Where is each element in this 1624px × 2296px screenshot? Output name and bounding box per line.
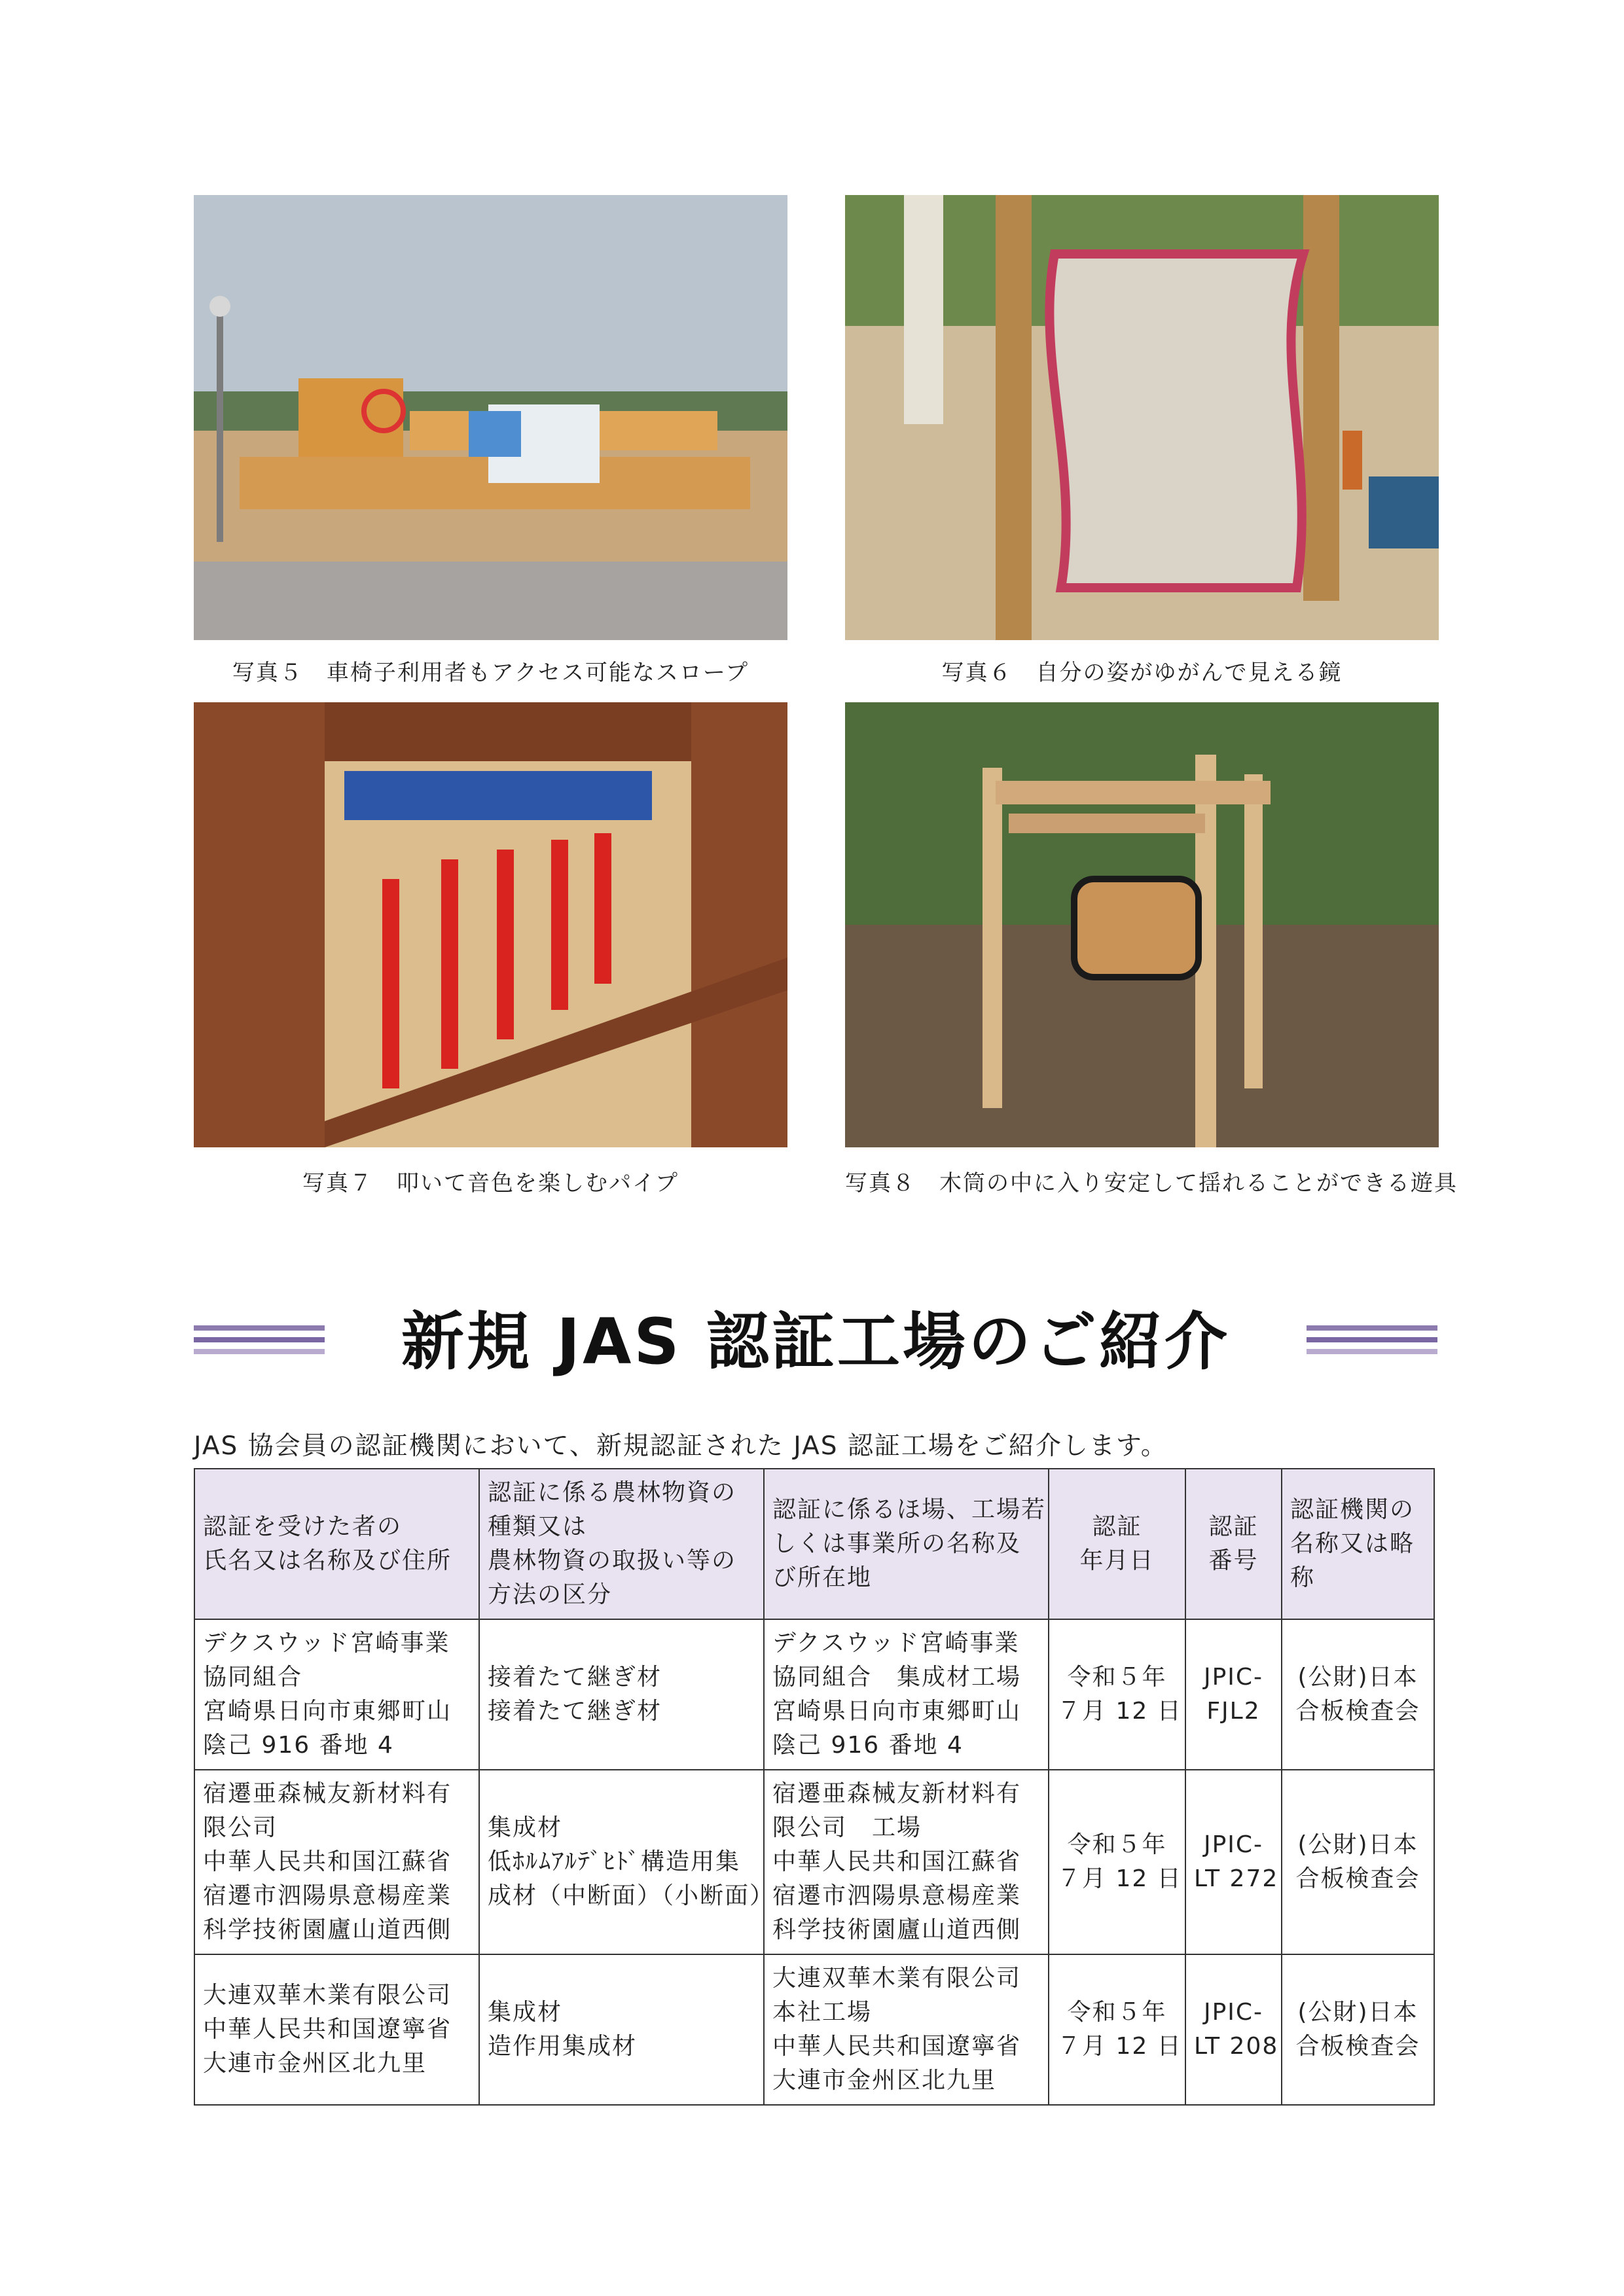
section-heading [194, 1299, 1437, 1384]
cell-applicant: デクスウッド宮崎事業 協同組合 宮崎県日向市東郷町山 陰己 916 番地 4 [194, 1619, 479, 1770]
cell-cert-body: (公財)日本 合板検査会 [1282, 1619, 1434, 1770]
jas-certification-table [194, 1468, 1435, 2106]
cell-cert-body: (公財)日本 合板検査会 [1282, 1770, 1434, 1954]
cell-category: 接着たて継ぎ材 接着たて継ぎ材 [479, 1619, 764, 1770]
header-number: 認証 番号 [1185, 1469, 1282, 1619]
photo-5-wheelchair-slope [194, 195, 787, 640]
photo-8-barrel-swing [845, 702, 1439, 1147]
photo-6-distorting-mirror [845, 195, 1439, 640]
cell-facility: 宿遷亜森械友新材料有 限公司 工場 中華人民共和国江蘇省 宿遷市泗陽県意楊産業 科学技術園廬山道西側 [764, 1770, 1049, 1954]
header-facility: 認証に係るほ場、工場若 しくは事業所の名称及 び所在地 [764, 1469, 1049, 1619]
section-title: 新規 JAS 認証工場のご紹介 [401, 1305, 1230, 1378]
cell-applicant: 宿遷亜森械友新材料有 限公司 中華人民共和国江蘇省 宿遷市泗陽県意楊産業 科学技術園廬山道西側 [194, 1770, 479, 1954]
cell-number: JPIC- LT 272 [1185, 1770, 1282, 1954]
header-date: 認証 年月日 [1049, 1469, 1185, 1619]
header-category: 認証に係る農林物資の 種類又は 農林物資の取扱い等の 方法の区分 [479, 1469, 764, 1619]
cell-date: 令和５年 ７月 12 日 [1049, 1770, 1185, 1954]
photo-7-sound-pipes [194, 702, 787, 1147]
cell-number: JPIC- FJL2 [1185, 1619, 1282, 1770]
cell-date: 令和５年 ７月 12 日 [1049, 1954, 1185, 2105]
cell-facility: 大連双華木業有限公司 本社工場 中華人民共和国遼寧省 大連市金州区北九里 [764, 1954, 1049, 2105]
table-row [194, 1770, 1434, 1954]
cell-date: 令和５年 ７月 12 日 [1049, 1619, 1185, 1770]
cell-cert-body: (公財)日本 合板検査会 [1282, 1954, 1434, 2105]
header-cert-body: 認証機関の 名称又は略 称 [1282, 1469, 1434, 1619]
photo-5-caption: 写真５ 車椅子利用者もアクセス可能なスロープ [232, 660, 749, 686]
cell-category: 集成材 造作用集成材 [479, 1954, 764, 2105]
photo-6-caption: 写真６ 自分の姿がゆがんで見える鏡 [941, 660, 1343, 686]
left-stripes [194, 1325, 325, 1361]
cell-applicant: 大連双華木業有限公司 中華人民共和国遼寧省 大連市金州区北九里 [194, 1954, 479, 2105]
right-stripes [1307, 1325, 1437, 1361]
photo-7-caption: 写真７ 叩いて音色を楽しむパイプ [302, 1170, 679, 1196]
table-header-row [194, 1469, 1434, 1619]
photo-8-caption: 写真８ 木筒の中に入り安定して揺れることができる遊具 [845, 1170, 1458, 1196]
header-applicant: 認証を受けた者の 氏名又は名称及び住所 [194, 1469, 479, 1619]
table-row [194, 1619, 1434, 1770]
cell-number: JPIC- LT 208 [1185, 1954, 1282, 2105]
table-row [194, 1954, 1434, 2105]
cell-facility: デクスウッド宮崎事業 協同組合 集成材工場 宮崎県日向市東郷町山 陰己 916 番地 4 [764, 1619, 1049, 1770]
cell-category: 集成材 低ﾎﾙﾑｱﾙﾃﾞﾋﾄﾞ構造用集 成材（中断面）（小断面） [479, 1770, 764, 1954]
section-intro: JAS 協会員の認証機関において、新規認証された JAS 認証工場をご紹介します。 [194, 1431, 1168, 1461]
